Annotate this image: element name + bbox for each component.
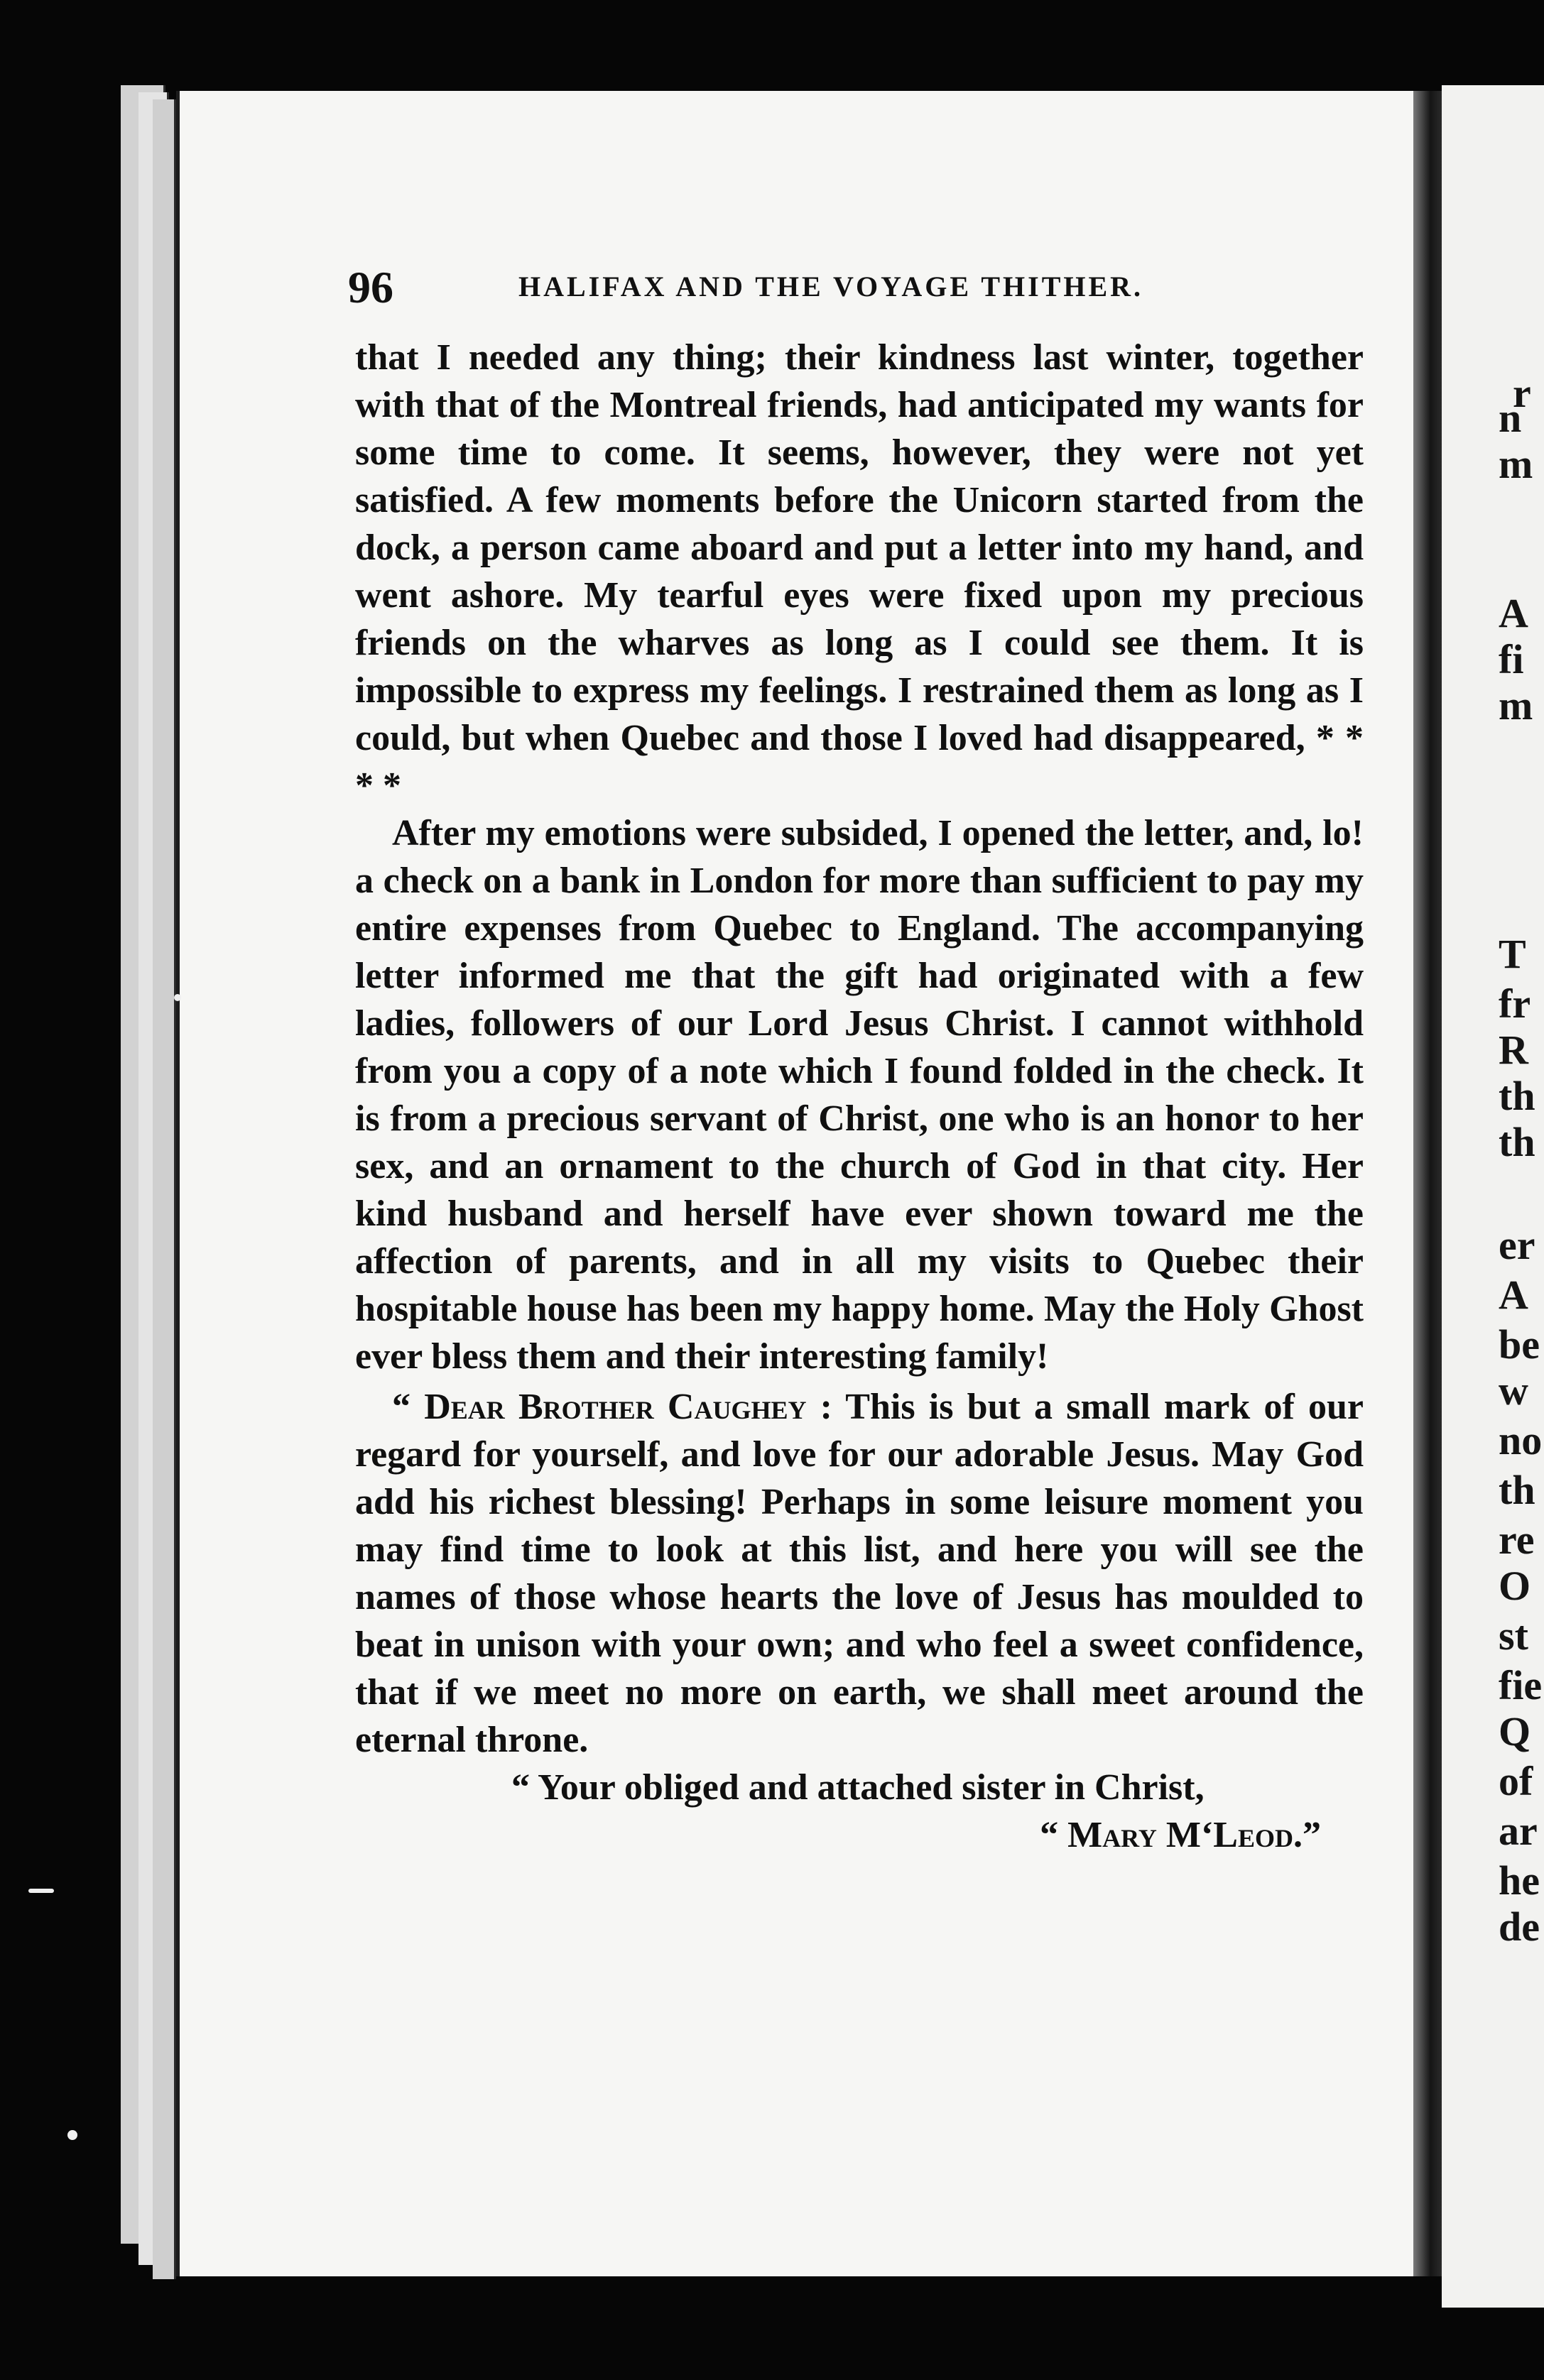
fragment: w [1499, 1368, 1528, 1414]
fragment: T [1499, 931, 1526, 977]
fragment: Q [1499, 1708, 1531, 1754]
fragment: fie [1499, 1662, 1543, 1708]
fragment: he [1499, 1857, 1540, 1904]
paragraph: After my emotions were subsided, I opened the letter, and, lo! a check on a bank in London for more than sufficient to pay my entire expenses from Quebec to England. The accompanying letter informed me that the gift had originated with a few ladies, followers of our Lord Jesus Christ. I cannot withhold from you a copy of a note which I found folded in the check. It is from a precious servant of Christ, one who is an honor to her sex, and an ornament to the church of God in that city. Her kind husband and herself have ever shown toward me the affection of parents, and in all my visits to Quebec their hospitable house has been my happy home. May the Holy Ghost ever bless them and their interesting family! [355, 813, 1364, 1377]
fragment: m [1499, 441, 1533, 487]
fragment: no [1499, 1417, 1543, 1463]
body-text [355, 334, 1364, 1859]
scan-speck [28, 1889, 54, 1893]
book-page-edge [153, 99, 176, 2279]
fragment: A [1499, 590, 1528, 636]
scan-speck [174, 994, 181, 1001]
fragment: n [1499, 395, 1522, 441]
fragment: st [1499, 1612, 1528, 1659]
book-gutter [1413, 91, 1442, 2276]
fragment: de [1499, 1904, 1540, 1950]
page-header [348, 261, 1349, 318]
fragment: re [1499, 1517, 1535, 1563]
page-number: 96 [348, 262, 393, 312]
running-head: HALIFAX AND THE VOYAGE THITHER. [518, 271, 1144, 302]
fragment: er [1499, 1222, 1535, 1268]
letter-closing: “ Your obliged and attached sister in Christ, [511, 1767, 1205, 1808]
fragment: of [1499, 1758, 1533, 1804]
letter-text: This is but a small mark of our regard for yourself, and love for our adorable Jesus. May God add his richest blessing! Perhaps in some leisure moment you may find time to look at this list, and here you will see the names of those whose hearts the love of Jesus has moulded to beat in unison with your own; and who feel a sweet confidence, that if we meet no more on earth, we shall meet around the eternal throne. [355, 1387, 1364, 1760]
adjacent-page [1442, 85, 1544, 2308]
fragment: R [1499, 1027, 1528, 1073]
scan-speck [67, 2130, 77, 2140]
fragment: be [1499, 1321, 1540, 1368]
letter-salutation: “ Dear Brother Caughey : [392, 1387, 833, 1427]
fragment: fr [1499, 981, 1531, 1027]
letter-signature: “ Mary M‘Leod.” [1040, 1815, 1321, 1855]
fragment: r [1513, 370, 1531, 416]
letter-paragraph [355, 1383, 1364, 1764]
fragment: A [1499, 1272, 1528, 1318]
fragment: th [1499, 1467, 1535, 1513]
fragment: fi [1499, 636, 1524, 682]
fragment: th [1499, 1119, 1535, 1165]
fragment: th [1499, 1073, 1535, 1119]
fragment: O [1499, 1563, 1531, 1609]
paragraph: that I needed any thing; their kindness last winter, together with that of the Montreal friends, had anticipated my wants for some time to come. It seems, however, they were not yet satisfied. A few moments before the Unicorn started from the dock, a person came aboard and put a letter into my hand, and went ashore. My tearful eyes were fixed upon my precious friends on the wharves as long as I could see them. It is impossible to express my feelings. I restrained them as long as I could, but when Quebec and those I loved had disappeared, * * * * [355, 337, 1364, 806]
fragment: m [1499, 682, 1533, 728]
fragment: ar [1499, 1808, 1538, 1854]
